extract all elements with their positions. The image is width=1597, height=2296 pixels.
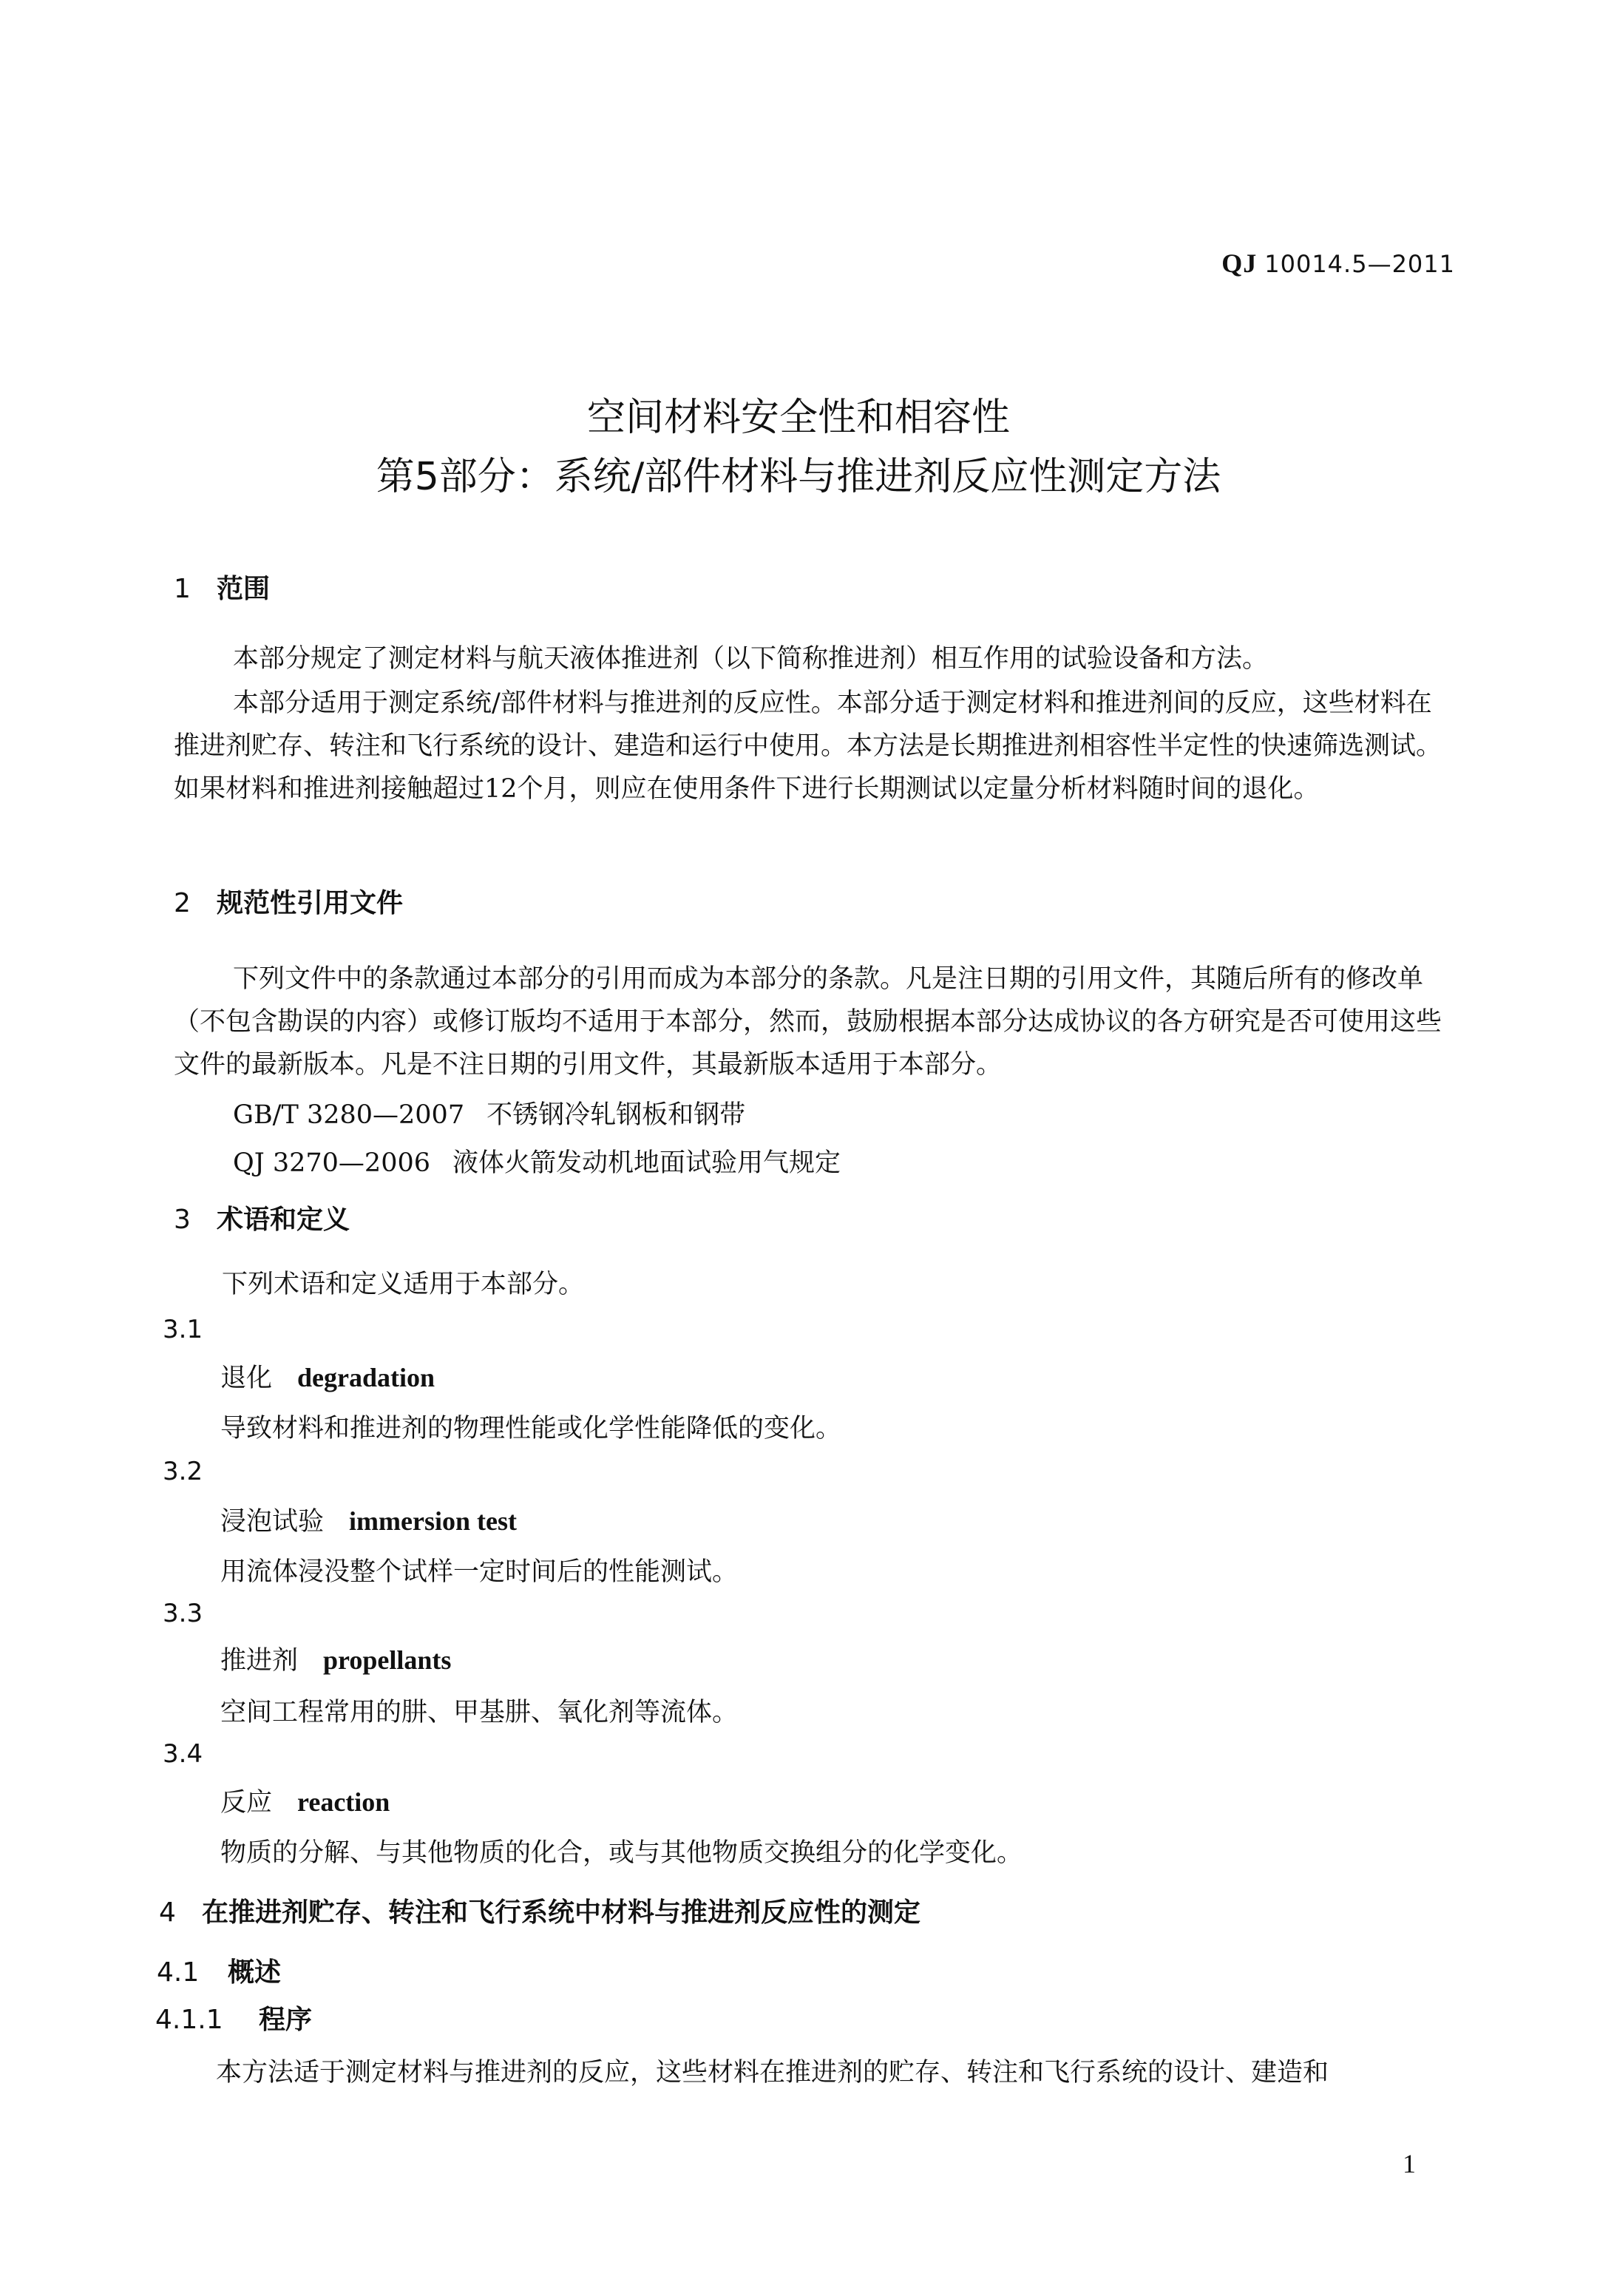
term-3-4: [220, 1782, 390, 1819]
reference-2: [233, 1145, 841, 1182]
term-zh: 反应: [220, 1788, 273, 1818]
section-number: 4.1: [157, 1957, 200, 1988]
section-2-paragraph-1: [174, 958, 1445, 1086]
term-en: immersion test: [349, 1506, 517, 1536]
section-1-paragraph-1: [174, 637, 1445, 680]
section-title: 程序: [259, 2005, 313, 2035]
paragraph-text: 本部分规定了测定材料与航天液体推进剂（以下简称推进剂）相互作用的试验设备和方法。: [233, 644, 1269, 674]
section-title: 术语和定义: [217, 1205, 350, 1235]
term-en: reaction: [297, 1787, 390, 1817]
section-number: 1: [174, 574, 191, 604]
term-zh: 浸泡试验: [220, 1507, 325, 1537]
term-definition: 用流体浸没整个试样一定时间后的性能测试。: [220, 1557, 739, 1587]
section-number: 3: [174, 1205, 191, 1235]
term-definition: 导致材料和推进剂的物理性能或化学性能降低的变化。: [220, 1414, 842, 1443]
term-number: 3.1: [163, 1315, 203, 1344]
term-number: 3.2: [163, 1457, 203, 1486]
term-definition: 空间工程常用的肼、甲基肼、氧化剂等流体。: [220, 1698, 739, 1727]
reference-title: 液体火箭发动机地面试验用气规定: [452, 1148, 841, 1178]
term-en: degradation: [297, 1363, 435, 1392]
reference-1: [233, 1097, 745, 1134]
section-4-1-heading: [157, 1954, 281, 1991]
section-title: 规范性引用文件: [217, 888, 404, 918]
code-prefix: QJ: [1221, 248, 1258, 278]
section-4-heading: [159, 1894, 920, 1931]
term-zh: 退化: [220, 1364, 273, 1393]
page-number: 1: [1403, 2149, 1416, 2178]
section-title: 范围: [217, 574, 271, 604]
section-3-intro: 下列术语和定义适用于本部分。: [222, 1270, 585, 1299]
document-code: [1221, 248, 1455, 279]
term-number: 3.4: [163, 1739, 203, 1769]
term-definition: 物质的分解、与其他物质的化合，或与其他物质交换组分的化学变化。: [220, 1838, 1023, 1868]
term-zh: 推进剂: [220, 1646, 299, 1676]
section-number: 2: [174, 888, 191, 918]
section-title: 在推进剂贮存、转注和飞行系统中材料与推进剂反应性的测定: [202, 1897, 921, 1928]
term-3-3: [220, 1640, 451, 1677]
section-4-1-1-heading: [155, 2002, 312, 2039]
reference-code: GB/T 3280—2007: [233, 1100, 465, 1130]
section-1-heading: [174, 571, 270, 608]
title-line-1: 空间材料安全性和相容性: [586, 396, 1010, 440]
paragraph-text: 本部分适用于测定系统/部件材料与推进剂的反应性。本部分适于测定材料和推进剂间的反应，这些材料在推进剂贮存、转注和飞行系统的设计、建造和运行中使用。本方法是长期推进剂相容性半定性的快速筛选测试。如果材料和推进剂接触超过12个月，则应在使用条件下进行长期测试以定量分析材料随时间的退化。: [174, 688, 1442, 804]
reference-code: QJ 3270—2006: [233, 1148, 430, 1178]
section-title: 概述: [228, 1957, 282, 1988]
term-3-2: [220, 1501, 517, 1538]
section-3-heading: [174, 1202, 350, 1239]
section-number: 4.1.1: [155, 2005, 223, 2035]
paragraph-text: 下列文件中的条款通过本部分的引用而成为本部分的条款。凡是注日期的引用文件，其随后所有的修改单（不包含勘误的内容）或修订版均不适用于本部分，然而，鼓励根据本部分达成协议的各方研究是否可使用这些文件的最新版本。凡是不注日期的引用文件，其最新版本适用于本部分。: [174, 964, 1442, 1080]
section-4-1-1-paragraph: 本方法适于测定材料与推进剂的反应，这些材料在推进剂的贮存、转注和飞行系统的设计、建造和: [216, 2058, 1329, 2087]
section-2-heading: [174, 885, 403, 922]
title-line-2: 第5部分：系统/部件材料与推进剂反应性测定方法: [376, 455, 1221, 499]
reference-title: 不锈钢冷轧钢板和钢带: [486, 1100, 746, 1130]
term-3-1: [220, 1358, 435, 1395]
code-number: 10014.5—2011: [1264, 250, 1455, 278]
term-number: 3.3: [163, 1599, 203, 1628]
term-en: propellants: [323, 1645, 452, 1675]
section-1-paragraph-2: [174, 682, 1445, 810]
section-number: 4: [159, 1897, 176, 1928]
